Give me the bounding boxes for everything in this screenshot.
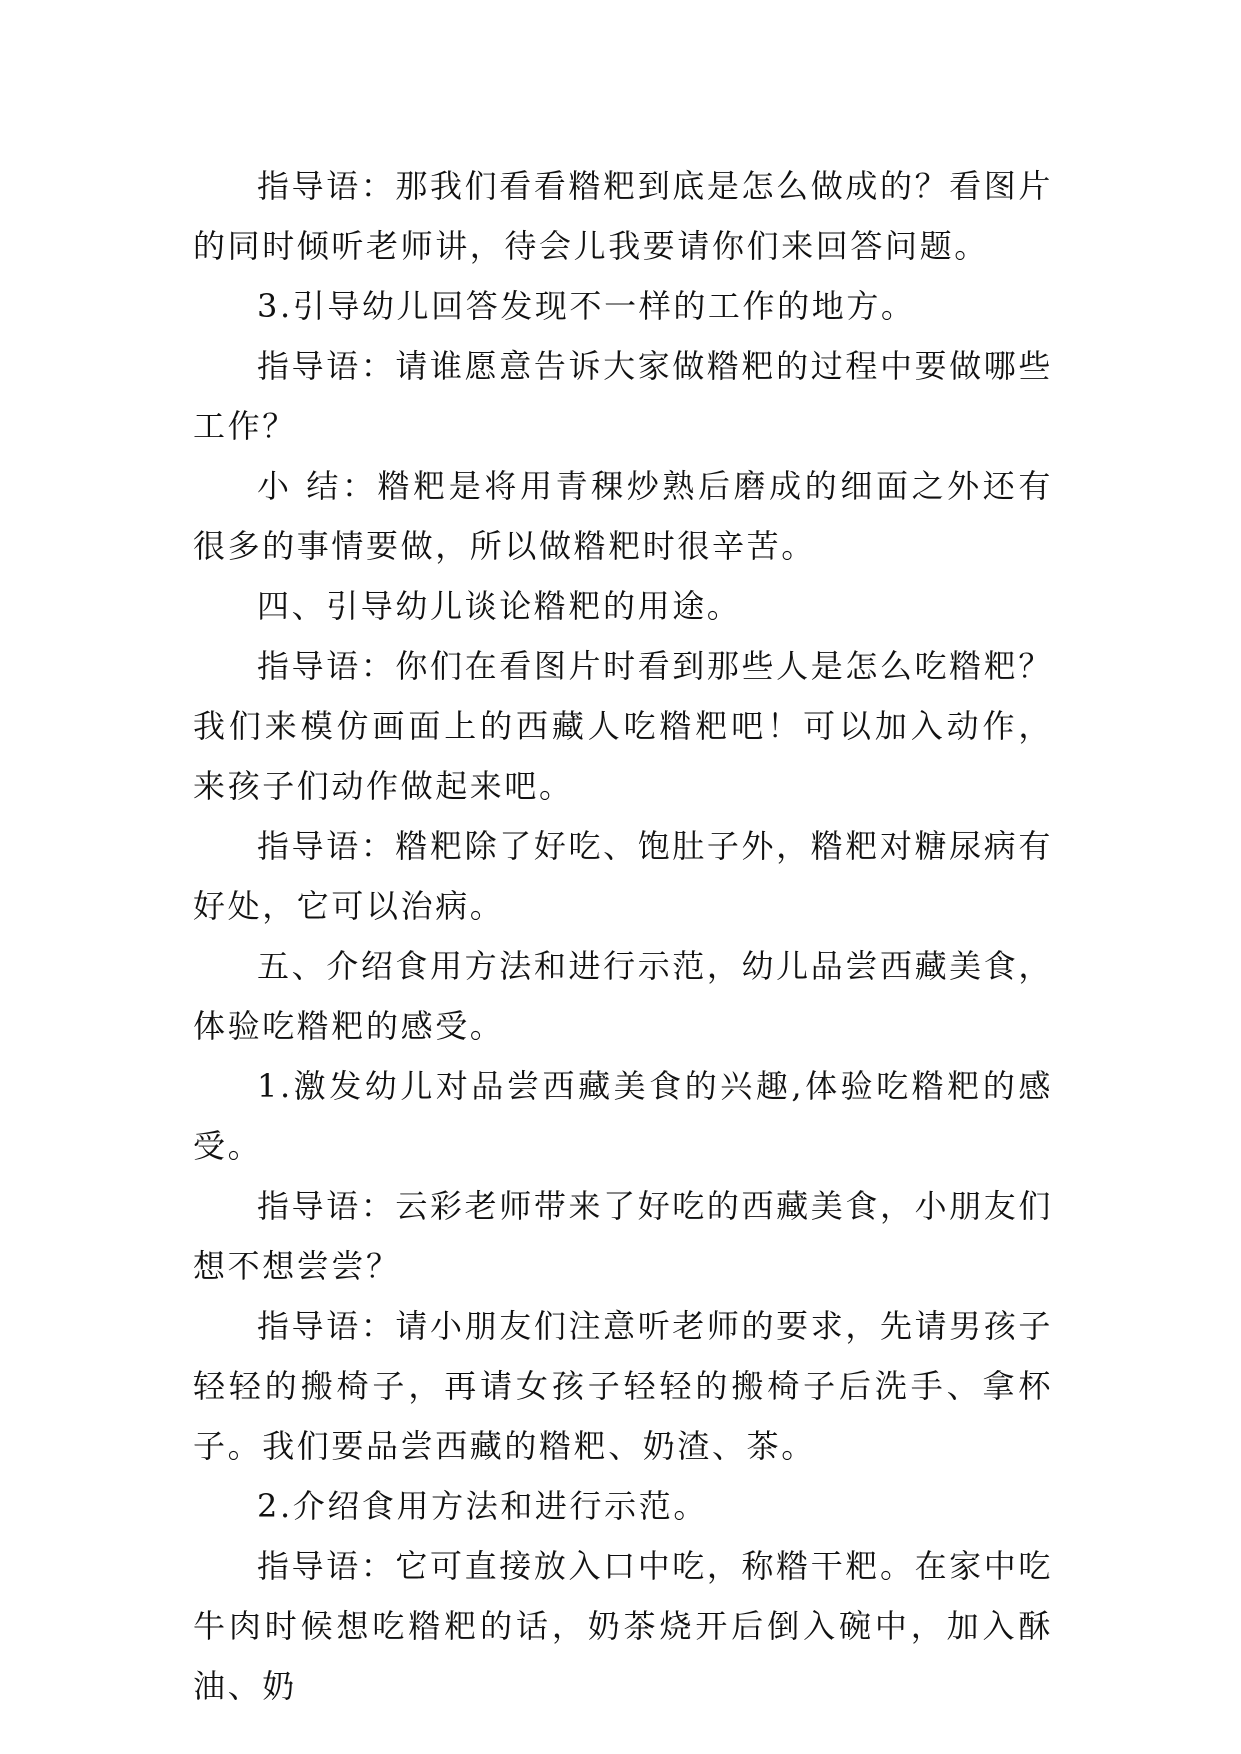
paragraph-11: 指导语：请小朋友们注意听老师的要求，先请男孩子轻轻的搬椅子，再请女孩子轻轻的搬椅子后洗手、拿杯子。我们要品尝西藏的糌粑、奶渣、茶。 bbox=[193, 1307, 1053, 1465]
paragraph-4: 小 结：糌粑是将用青稞炒熟后磨成的细面之外还有很多的事情要做，所以做糌粑时很辛苦。 bbox=[193, 467, 1053, 565]
paragraph-1: 指导语：那我们看看糌粑到底是怎么做成的？看图片的同时倾听老师讲，待会儿我要请你们来回答问题。 bbox=[193, 167, 1053, 265]
paragraph-10: 指导语：云彩老师带来了好吃的西藏美食，小朋友们想不想尝尝？ bbox=[193, 1187, 1053, 1285]
paragraph-6: 指导语：你们在看图片时看到那些人是怎么吃糌粑？我们来模仿画面上的西藏人吃糌粑吧！可以加入动作，来孩子们动作做起来吧。 bbox=[193, 647, 1053, 805]
paragraph-9: 1.激发幼儿对品尝西藏美食的兴趣,体验吃糌粑的感受。 bbox=[193, 1067, 1053, 1165]
paragraph-8: 五、介绍食用方法和进行示范，幼儿品尝西藏美食，体验吃糌粑的感受。 bbox=[193, 947, 1053, 1045]
paragraph-7: 指导语：糌粑除了好吃、饱肚子外，糌粑对糖尿病有好处，它可以治病。 bbox=[193, 827, 1053, 925]
document-body bbox=[193, 156, 1053, 1716]
paragraph-2: 3.引导幼儿回答发现不一样的工作的地方。 bbox=[257, 287, 916, 325]
paragraph-12: 2.介绍食用方法和进行示范。 bbox=[257, 1487, 708, 1525]
paragraph-3: 指导语：请谁愿意告诉大家做糌粑的过程中要做哪些工作？ bbox=[193, 347, 1053, 445]
paragraph-13: 指导语：它可直接放入口中吃，称糌干粑。在家中吃牛肉时候想吃糌粑的话，奶茶烧开后倒入碗中，加入酥油、奶 bbox=[193, 1547, 1053, 1705]
paragraph-5: 四、引导幼儿谈论糌粑的用途。 bbox=[257, 587, 742, 625]
